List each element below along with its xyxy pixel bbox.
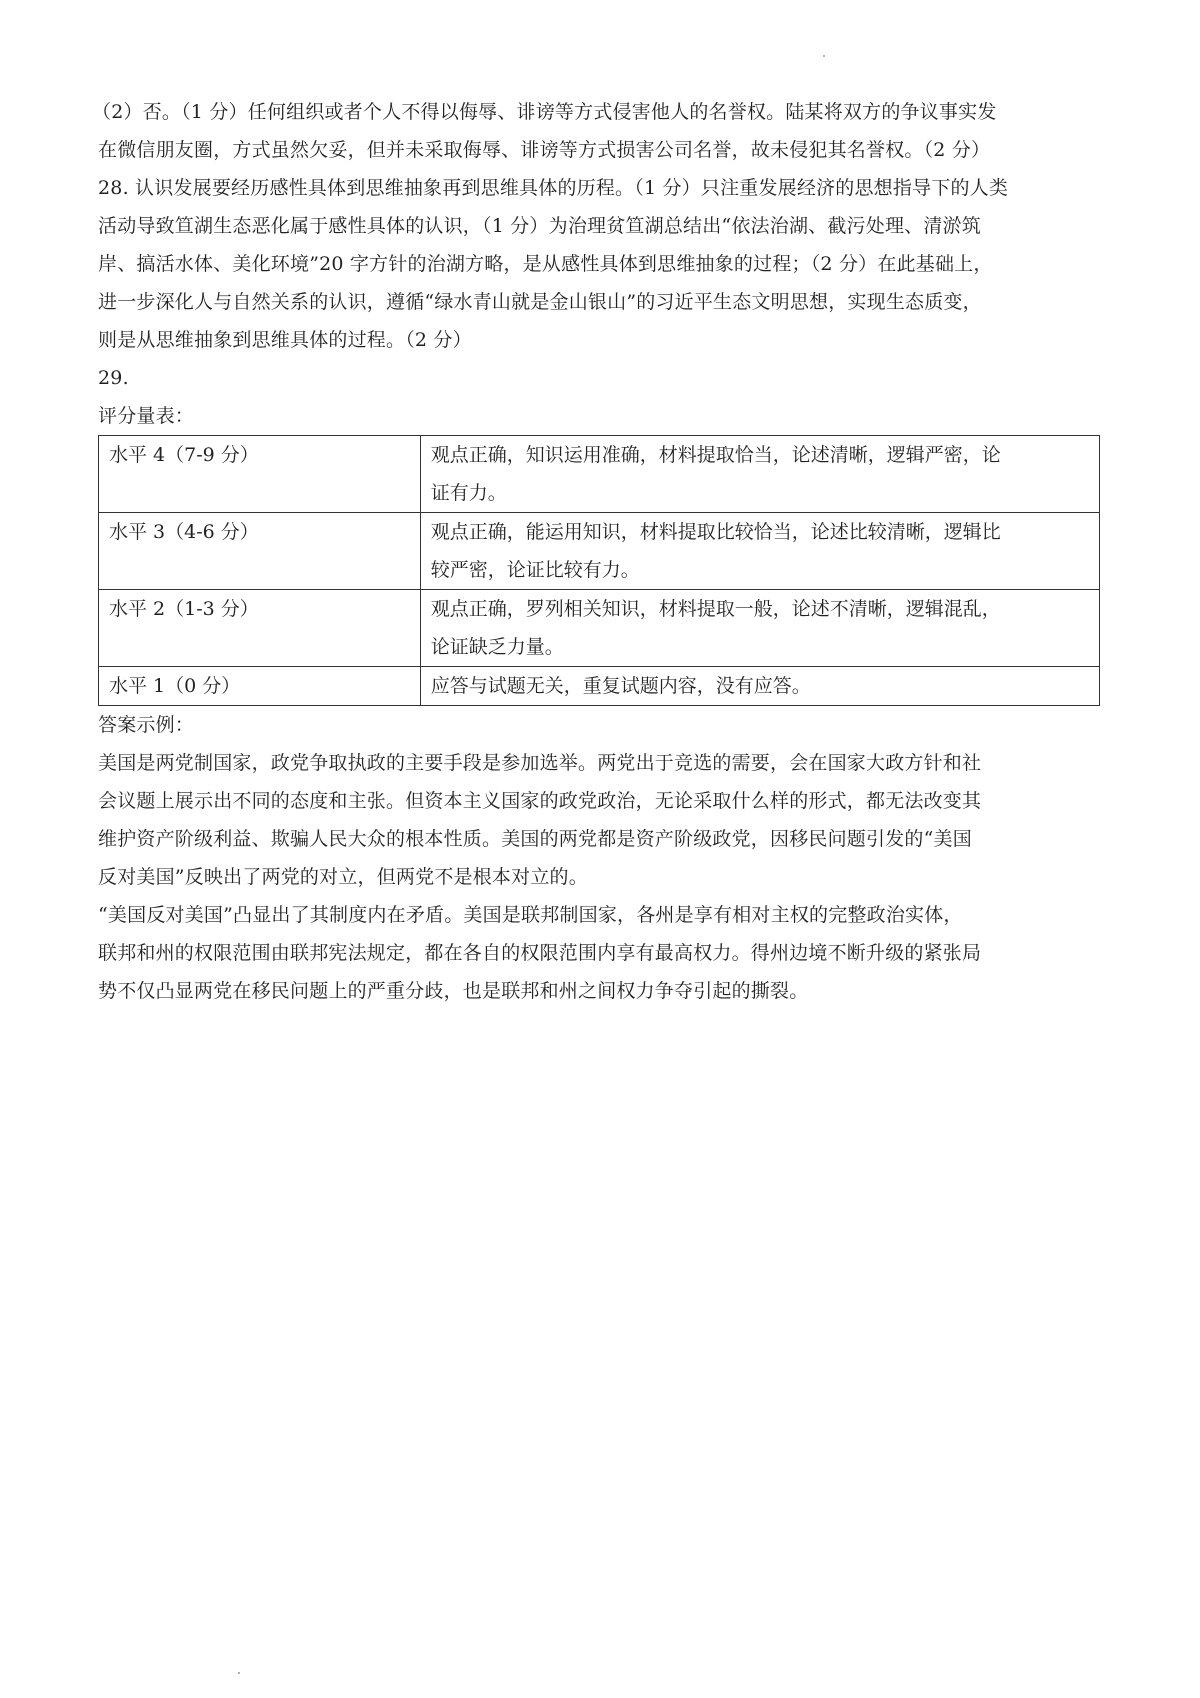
paragraph-line: 反对美国”反映出了两党的对立，但两党不是根本对立的。	[98, 866, 588, 888]
rubric-description-line: 论证缺乏力量。	[430, 636, 564, 658]
rubric-level-cell: 水平 4（7-9 分）	[99, 436, 421, 513]
paragraph-line: 联邦和州的权限范围由联邦宪法规定，都在各自的权限范围内享有最高权力。得州边境不断升级的紧张局	[98, 942, 982, 964]
document-page	[92, 93, 1100, 1010]
rubric-table	[98, 435, 1100, 706]
table-row	[99, 513, 1100, 590]
rubric-heading: 评分量表：	[98, 405, 195, 427]
paragraph-line: 则是从思维抽象到思维具体的过程。（2 分）	[98, 329, 472, 351]
rubric-description-line: 应答与试题无关，重复试题内容，没有应答。	[430, 675, 811, 697]
paragraph-line: 维护资产阶级利益、欺骗人民大众的根本性质。美国的两党都是资产阶级政党，因移民问题引发的“美国	[98, 828, 972, 850]
rubric-level-cell: 水平 1（0 分）	[99, 667, 421, 706]
paragraph-line: 势不仅凸显两党在移民问题上的严重分歧，也是联邦和州之间权力争夺引起的撕裂。	[98, 980, 809, 1002]
answer-section-bottom	[98, 706, 1100, 1010]
paragraph-line: 美国是两党制国家，政党争取执政的主要手段是参加选举。两党出于竞选的需要，会在国家大政方针和社	[98, 752, 982, 774]
rubric-description-line: 较严密，论证比较有力。	[430, 559, 640, 581]
table-row	[99, 436, 1100, 513]
scan-speck	[823, 55, 825, 57]
scan-speck	[238, 1672, 240, 1674]
rubric-description-cell	[420, 513, 1099, 590]
table-row	[99, 590, 1100, 667]
paragraph-line: 活动导致笪湖生态恶化属于感性具体的认识，（1 分）为治理贫笪湖总结出“依法治湖、截污处理、清淤筑	[98, 215, 981, 237]
paragraph-line: （2）否。（1 分）任何组织或者个人不得以侮辱、诽谤等方式侵害他人的名誉权。陆某将双方的争议事实发	[92, 101, 997, 123]
rubric-level-cell: 水平 2（1-3 分）	[99, 590, 421, 667]
rubric-description-line: 观点正确，知识运用准确，材料提取恰当，论述清晰，逻辑严密，论	[430, 444, 1001, 466]
paragraph-line: 岸、搞活水体、美化环境”20 字方针的治湖方略，是从感性具体到思维抽象的过程；（2 分）在此基础上，	[98, 253, 993, 275]
table-row	[99, 667, 1100, 706]
paragraph-line: 会议题上展示出不同的态度和主张。但资本主义国家的政党政治，无论采取什么样的形式，都无法改变其	[98, 790, 982, 812]
paragraph-line: 在微信朋友圈，方式虽然欠妥，但并未采取侮辱、诽谤等方式损害公司名誉，故未侵犯其名誉权。（2 分）	[98, 139, 991, 161]
paragraph-line: 28. 认识发展要经历感性具体到思维抽象再到思维具体的历程。（1 分）只注重发展经济的思想指导下的人类	[98, 177, 1009, 199]
rubric-description-line: 观点正确，能运用知识，材料提取比较恰当，论述比较清晰，逻辑比	[430, 521, 1001, 543]
rubric-description-cell	[420, 436, 1099, 513]
rubric-description-cell	[420, 590, 1099, 667]
question-number: 29.	[98, 367, 129, 389]
rubric-description-line: 证有力。	[430, 482, 507, 504]
rubric-level-cell: 水平 3（4-6 分）	[99, 513, 421, 590]
paragraph-line: 进一步深化人与自然关系的认识，遵循“绿水青山就是金山银山”的习近平生态文明思想，实现生态质变，	[98, 291, 982, 313]
sample-answer-heading: 答案示例：	[98, 714, 195, 736]
answer-section-top	[92, 93, 1100, 435]
paragraph-line: “美国反对美国”凸显出了其制度内在矛盾。美国是联邦制国家，各州是享有相对主权的完整政治实体，	[98, 904, 963, 926]
rubric-description-line: 观点正确，罗列相关知识，材料提取一般，论述不清晰，逻辑混乱，	[430, 598, 1001, 620]
rubric-description-cell	[420, 667, 1099, 706]
